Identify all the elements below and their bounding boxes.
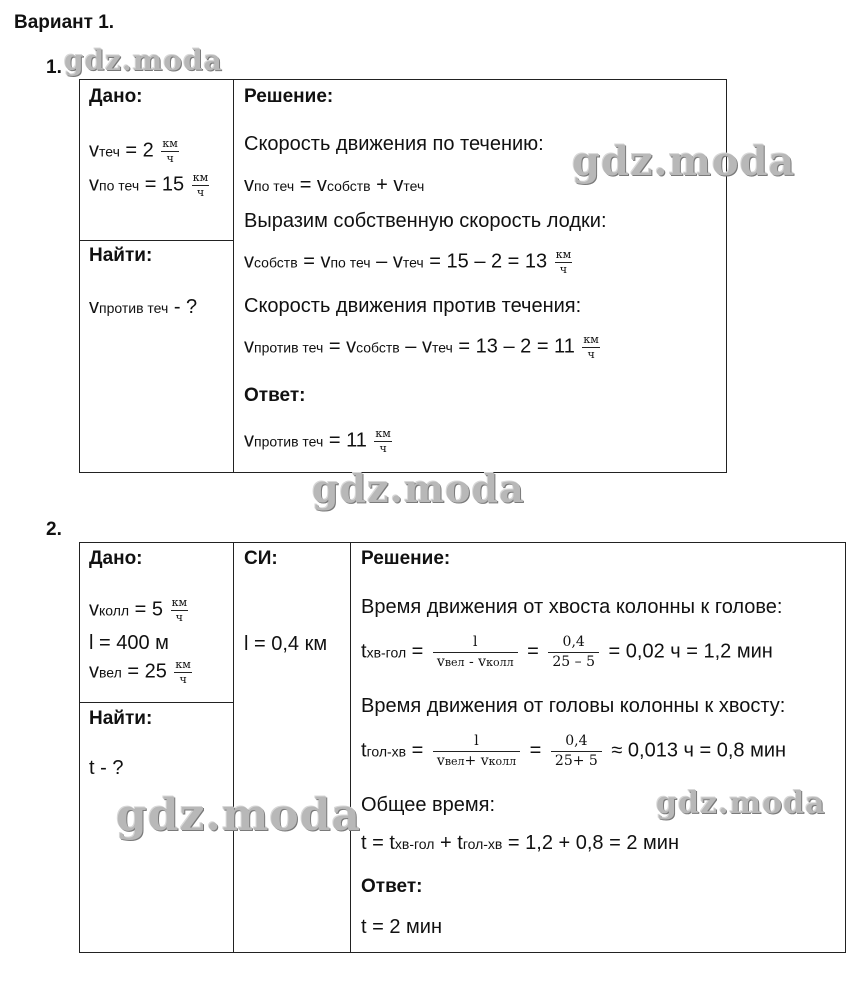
watermark-logo: gdz.moda — [656, 786, 826, 821]
given-header-2: Дано: — [89, 548, 143, 569]
answer-header: Ответ: — [244, 385, 306, 406]
problem-1-divider — [233, 79, 234, 473]
solution2-text-2: Время движения от головы колонны к хвосту: — [361, 695, 786, 717]
problem-2-divider-1 — [233, 542, 234, 953]
si-header: СИ: — [244, 548, 278, 569]
given-v-column: vколл = 5 $\frac{км}{ч}$ — [89, 596, 188, 624]
watermark-logo: gdz.moda — [116, 790, 362, 841]
find-time: t - ? — [89, 757, 124, 779]
solution-header: Решение: — [244, 86, 334, 107]
solution2-eq-3: t = tхв-гол + tгол-хв = 1,2 + 0,8 = 2 мин — [361, 832, 679, 854]
solution-eq-2: vсобств = vпо теч – vтеч = 15 – 2 = 13 $\frac{км}{ч}$ — [244, 248, 572, 276]
given-v-current: vтеч = 2 $\frac{км}{ч}$ — [89, 137, 178, 165]
solution-text-3: Скорость движения против течения: — [244, 295, 582, 317]
solution2-text-1: Время движения от хвоста колонны к голове: — [361, 596, 783, 618]
watermark-logo: gdz.moda — [572, 138, 796, 185]
answer-header-2: Ответ: — [361, 876, 423, 897]
find-header-2: Найти: — [89, 708, 153, 729]
variant-title: Вариант 1. — [14, 12, 115, 33]
solution-text-1: Скорость движения по течению: — [244, 133, 544, 155]
watermark-logo: gdz.moda — [64, 44, 223, 77]
given-v-bike: vвел = 25 $\frac{км}{ч}$ — [89, 658, 191, 686]
solution2-text-3: Общее время: — [361, 794, 496, 816]
solution2-eq-1: tхв-гол = l vвел - vколл = $\frac{0,4}{25 - 5}$ = 0,02 ч = 1,2 мин — [361, 634, 773, 670]
solution-eq-3: vпротив теч = vсобств – vтеч = 13 – 2 = 11 $\frac{км}{ч}$ — [244, 333, 599, 361]
solution-eq-1: vпо теч = vсобств + vтеч — [244, 174, 425, 196]
si-length: l = 0,4 км — [244, 633, 328, 655]
answer2-eq: t = 2 мин — [361, 916, 442, 938]
find-v-upstream: vпротив теч - ? — [89, 296, 198, 318]
problem-1-given-divider — [79, 240, 233, 241]
given-length: l = 400 м — [89, 632, 169, 654]
find-header: Найти: — [89, 245, 153, 266]
problem-2-number: 2. — [46, 519, 62, 540]
watermark-logo: gdz.moda — [312, 466, 525, 511]
solution-text-2: Выразим собственную скорость лодки: — [244, 210, 607, 232]
problem-2-given-divider — [79, 702, 233, 703]
given-header: Дано: — [89, 86, 143, 107]
solution2-eq-2: tгол-хв = l vвел+ vколл = $\frac{0,4}{25+ 5}$ ≈ 0,013 ч = 0,8 мин — [361, 733, 787, 769]
problem-1-number: 1. — [46, 57, 62, 78]
solution-header-2: Решение: — [361, 548, 451, 569]
given-v-downstream: vпо теч = 15 $\frac{км}{ч}$ — [89, 171, 209, 199]
answer-eq: vпротив теч = 11 $\frac{км}{ч}$ — [244, 427, 391, 455]
problem-2-divider-2 — [350, 542, 351, 953]
